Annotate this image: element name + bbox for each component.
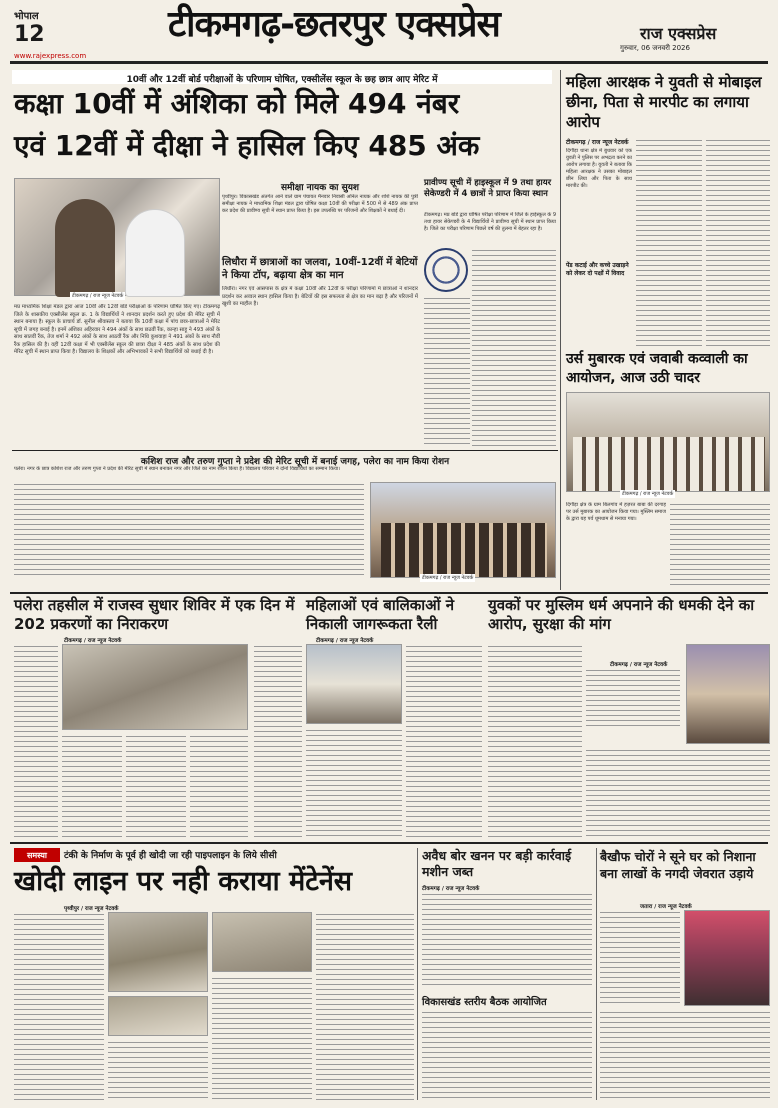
- right-top-subhead: पेंड कटाई और कच्चे उखाड़ने को लेकर दो पक्षों में विवाद: [566, 262, 632, 278]
- row3-headline-2: महिलाओं एवं बालिकाओं ने निकाली जागरूकता रैली: [306, 596, 455, 633]
- lead-kicker: 10वीं और 12वीं बोर्ड परीक्षाओं के परिणाम घोषित, एक्सीलेंस स्कूल के छह छात्र आए मेरिट में: [12, 70, 552, 84]
- lead-headline-1: कक्षा 10वीं में अंशिका को मिले 494 नंबर: [14, 87, 460, 120]
- row4-col1-lines-c: [212, 976, 312, 1100]
- story2-text-lines: [14, 482, 364, 578]
- row3-byline-2: टीकमगढ़ / राज न्यूज नेटवर्क: [316, 638, 374, 644]
- sub3-title: प्रावीण्य सूची में हाइस्कूल में 9 तथा हायर सेकेण्डरी में 4 छात्रों ने प्राप्त किया स्थान: [424, 178, 552, 199]
- row4-col1-lines-d: [316, 912, 414, 1100]
- board-logo: [424, 248, 468, 292]
- sub3-text-lines: [472, 248, 556, 446]
- row4-mid-headline: अवैध बोर खनन पर बड़ी कार्रवाई मशीन जब्त: [422, 848, 572, 879]
- sub2-title: लिधौरा में छात्राओं का जलवा, 10वीं-12वीं में बेटियों ने किया टॉप, बढ़ाया क्षेत्र का मान: [222, 257, 418, 281]
- city-label: भोपाल: [14, 11, 39, 22]
- row4-kicker: टंकी के निर्माण के पूर्व ही खोदी जा रही पाइपलाइन के लिये सीसी: [64, 851, 277, 861]
- row4-rule: [10, 842, 768, 844]
- row3-col3-lines-b: [586, 668, 680, 728]
- right-mid-photo: [566, 392, 770, 492]
- row4-col1-lines-b: [108, 1040, 208, 1100]
- right-col-divider: [560, 70, 561, 590]
- row4-right-lines-b: [600, 1010, 770, 1100]
- row4-photo-3: [212, 912, 312, 972]
- right-mid-text: दिगौड़ा क्षेत्र के ग्राम बिलगांव में हज़रत बाबा की दरगाह पर उर्स मुबारक का आयोजन किया गया। मुस्लिम समाज के द्वारा यह पर्व धूमधाम से मनाया गया।: [566, 502, 666, 522]
- right-top-byline: टीकमगढ़ / राज न्यूज नेटवर्क: [566, 139, 629, 146]
- row4-right-photo: [684, 910, 770, 1006]
- row3-byline-1: टीकमगढ़ / राज न्यूज नेटवर्क: [64, 638, 122, 644]
- page-number: 12: [14, 22, 45, 47]
- story2-headline: कशिश राज और तरुण गुप्ता ने प्रदेश की मेरिट सूची में बनाई जगह, पलेरा का नाम किया रोशन: [140, 457, 450, 467]
- group-figures: [381, 523, 547, 577]
- row4-mid-subhead: विकासखंड स्तरीय बैठक आयोजित: [422, 997, 547, 1008]
- brand-name: राज एक्सप्रेस: [640, 24, 717, 43]
- sub3-text: टीकमगढ़। मप्र बोर्ड द्वारा घोषित परीक्षा परिणाम में जिले के हाईस्कूल के 9 तथा हायर सेकेण्डरी के 4 विद्यार्थियों ने प्रावीण्य सूची में स्थान प्राप्त किया है। जिले का परीक्षा परिणाम पिछले वर्ष की तुलना में बेहतर रहा है।: [424, 212, 556, 232]
- row3-col3-lines-a: [488, 644, 582, 838]
- row3-headline-1: पलेरा तहसील में राजस्व सुधार शिविर में एक दिन में 202 प्रकरणों का निराकरण: [14, 596, 295, 633]
- row4-photo-1: [108, 912, 208, 992]
- row3-col2-lines-c: [406, 644, 482, 838]
- story2-rule: [12, 450, 558, 451]
- masthead-title: टीकमगढ़-छतरपुर एक्सप्रेस: [168, 4, 500, 45]
- row4-headline: खोदी लाइन पर नही कराया मेंटेनेंस: [14, 866, 353, 897]
- row4-col1-lines-a: [14, 912, 104, 1100]
- row4-photo-2: [108, 996, 208, 1036]
- right-top-text: दिगौड़ा थाना क्षेत्र में बुधवार को एक युवती ने पुलिस पर अभद्रता करने का आरोप लगाया है। युवती ने बताया कि महिला आरक्षक ने उसका मोबाइल छीन लिया और पिता के साथ मारपीट की।: [566, 148, 632, 189]
- website: www.rajexpress.com: [14, 52, 87, 60]
- right-mid-lines: [670, 502, 770, 588]
- story2-photo: [370, 482, 556, 578]
- right-mid-headline: उर्स मुबारक एवं जवाबी कव्वाली का आयोजन, आज उठी चादर: [566, 351, 748, 386]
- row3-headline-3: युवकों पर मुस्लिम धर्म अपनाने की धमकी देने का आरोप, सुरक्षा की मांग: [488, 596, 755, 633]
- sub2-text: लिधौरा। नगर एवं आसपास के क्षेत्र में कक्षा 10वीं और 12वीं के परीक्षा परिणामों में छात्राओं ने शानदार प्रदर्शन कर अव्वल स्थान हासिल किया है। बेटियों की इस सफलता से क्षेत्र का मान बढ़ा है और परिजनों में खुशी का माहौल है।: [222, 286, 418, 307]
- row4-divider-1: [417, 848, 418, 1100]
- right-top-lines-3: [706, 138, 770, 346]
- row3-photo-1: [62, 644, 248, 730]
- right-top-lines-2: [636, 138, 702, 346]
- story2-caption: टीकमगढ़ / राज न्यूज नेटवर्क: [422, 575, 474, 581]
- row4-byline: पृथ्वीपुर / राज न्यूज नेटवर्क: [64, 906, 119, 912]
- masthead: [0, 0, 778, 60]
- row3-col1-lines-d: [190, 734, 248, 838]
- row4-mid-byline: टीकमगढ़ / राज न्यूज नेटवर्क: [422, 886, 480, 892]
- row3-rule: [10, 592, 768, 594]
- row4-mid-lines-b: [422, 1010, 592, 1100]
- right-mid-caption: टीकमगढ़ / राज न्यूज नेटवर्क: [622, 491, 674, 497]
- story2-text: पलेरा। नगर के छात्र कशिश राज और तरुण गुप्ता ने प्रदेश की मेरिट सूची में स्थान बनाकर नगर और जिले का नाम रोशन किया है। विद्यालय परिवार ने दोनों विद्यार्थियों का सम्मान किया।: [14, 466, 341, 472]
- row4-mid-lines-a: [422, 892, 592, 988]
- row4-right-headline: बैखौफ चोरों ने सूने घर को निशाना बना लाखों के नगदी जेवरात उड़ाये: [600, 849, 756, 881]
- row3-byline-3: टीकमगढ़ / राज न्यूज नेटवर्क: [610, 662, 668, 668]
- row4-tag: समस्या: [14, 848, 60, 862]
- row3-col2-lines-b: [306, 728, 402, 838]
- row4-right-byline: जतारा / राज न्यूज नेटवर्क: [640, 904, 692, 910]
- row3-col1-lines-c: [126, 734, 186, 838]
- row3-col3-lines-c: [586, 748, 770, 838]
- row3-col2-lines-a: [254, 644, 302, 838]
- right-top-headline: महिला आरक्षक ने युवती से मोबाइल छीना, पिता से मारपीट का लगाया आरोप: [566, 73, 762, 131]
- issue-date: गुरुवार, 06 जनवरी 2026: [620, 44, 690, 52]
- student-figure-2: [125, 209, 185, 297]
- lead-photo: [14, 178, 220, 296]
- sub3-text-lines-lower: [424, 296, 470, 446]
- sub1-title: समीक्षा नायक का सुयश: [280, 183, 360, 193]
- lead-intro: मप्र माध्यमिक शिक्षा मंडल द्वारा आज 10वीं और 12वीं बोर्ड परीक्षाओं के परिणाम घोषित किए गए। टीकमगढ़ जिले के शासकीय एक्सीलेंस स्कूल क्र. 1 के विद्यार्थियों ने शानदार प्रदर्शन करते हुए प्रदेश की मेरिट सूची में स्थान बनाया है। स्कूल के प्राचार्य डॉ. सुनील श्रीवास्तव ने बताया कि 10वीं कक्षा में पांच छात्र-छात्राओं ने मेरिट सूची में जगह बनाई है। इनमें अंशिका अहिरवार ने 494 अंकों के साथ छठवीं रैंक, कान्हा साहू ने 493 अंकों के साथ सातवीं रैंक, तेज शर्मा ने 492 अंकों के साथ आठवीं रैंक और निधि कुशवाहा ने 491 अंकों के साथ नौवीं रैंक हासिल की है। वहीं 12वीं कक्षा में भी एक्सीलेंस स्कूल की छात्रा दीक्षा ने 485 अंकों के साथ प्रदेश की मेरिट सूची में स्थान प्राप्त किया है। विद्यालय के शिक्षकों और अभिभावकों ने सभी विद्यार्थियों को बधाई दी है।: [14, 304, 220, 355]
- masthead-rule: [10, 61, 768, 64]
- student-figure-1: [55, 199, 115, 297]
- row4-right-lines-a: [600, 910, 680, 1006]
- lead-photo-caption: टीकमगढ़ / राज न्यूज नेटवर्क: [72, 293, 124, 299]
- row4-divider-2: [596, 848, 597, 1100]
- sub1-text: पृथ्वीपुर। विकासखंड अंतर्गत आने वाले ग्राम पंचायत मैनवार निवासी अनिल नायक और शशि नायक की पुत्री समीक्षा नायक ने माध्यमिक शिक्षा मंडल द्वारा घोषित कक्षा 10वीं की परीक्षा में 500 में से 489 अंक प्राप्त कर प्रदेश की प्रावीण्य सूची में स्थान प्राप्त किया है। इस उपलब्धि पर परिजनों और शिक्षकों ने बधाई दी।: [222, 194, 418, 214]
- lead-headline-2: एवं 12वीं में दीक्षा ने हासिल किए 485 अंक: [14, 129, 480, 162]
- row3-col1-lines-a: [14, 644, 58, 838]
- row3-photo-2: [306, 644, 402, 724]
- row3-col1-lines-b: [62, 734, 122, 838]
- row3-photo-3: [686, 644, 770, 744]
- crowd-figures: [573, 437, 765, 491]
